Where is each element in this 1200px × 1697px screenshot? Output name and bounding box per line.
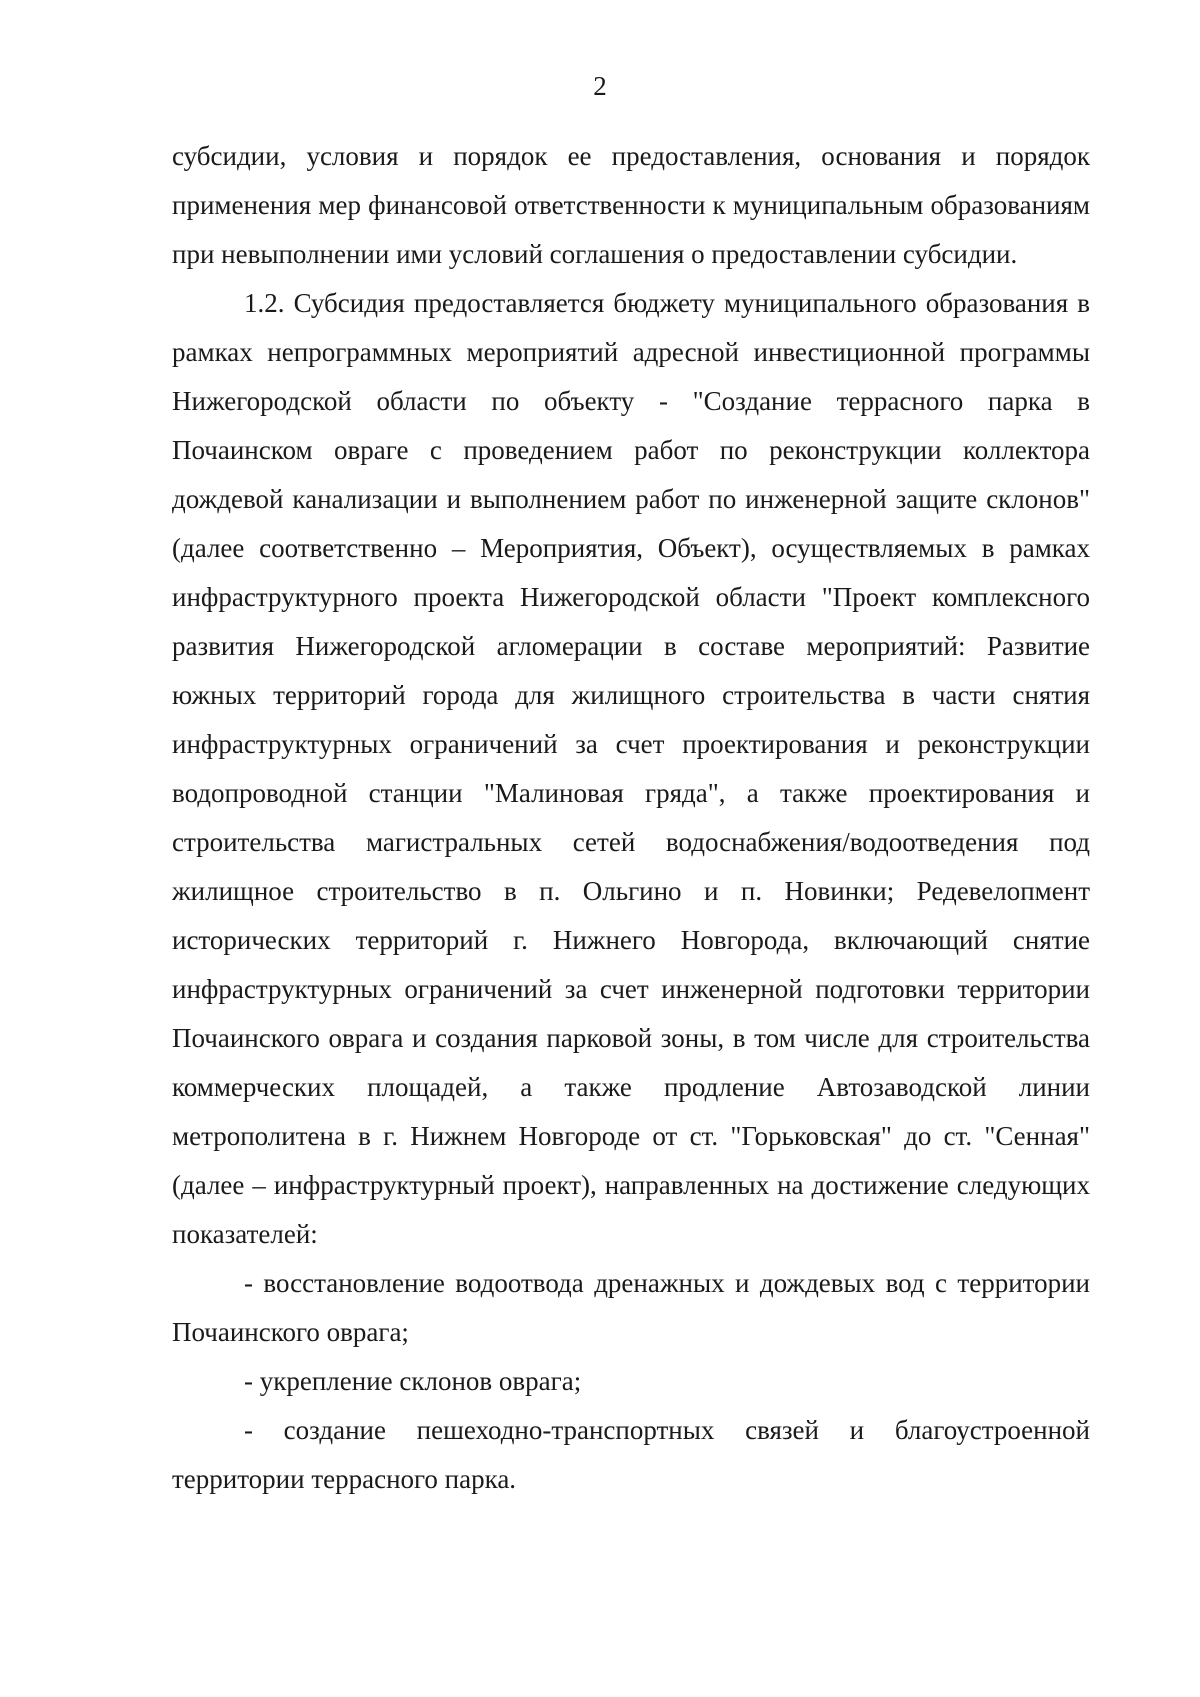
page-number: 2 <box>593 71 607 101</box>
paragraph-subsidy-conditions: субсидии, условия и порядок ее предоставления, основания и порядок применения мер финансовой ответственности к муниципальным образованиям при невыполнении ими условий соглашения о предоставлении субсидии. <box>172 141 1090 269</box>
list-item-slopes: - укрепление склонов оврага; <box>244 1366 582 1396</box>
document-body <box>172 132 1090 1504</box>
list-item-drainage: - восстановление водоотвода дренажных и дождевых вод с территории Почаинского оврага; <box>172 1268 1090 1347</box>
list-item-pedestrian-links: - создание пешеходно-транспортных связей и благоустроенной территории террасного парка. <box>172 1415 1090 1494</box>
paragraph-1-2: 1.2. Субсидия предоставляется бюджету муниципального образования в рамках непрограммных мероприятий адресной инвестиционной программы Нижегородской области по объекту - "Создание террасного парка в Почаинском овраге с проведением работ по реконструкции коллектора дождевой канализации и выполнением работ по инженерной защите склонов" (далее соответственно – Мероприятия, Объект), осуществляемых в рамках инфраструктурного проекта Нижегородской области "Проект комплексного развития Нижегородской агломерации в составе мероприятий: Развитие южных территорий города для жилищного строительства в части снятия инфраструктурных ограничений за счет проектирования и реконструкции водопроводной станции "Малиновая гряда", а также проектирования и строительства магистральных сетей водоснабжения/водоотведения под жилищное строительство в п. Ольгино и п. Новинки; Редевелопмент исторических территорий г. Нижнего Новгорода, включающий снятие инфраструктурных ограничений за счет инженерной подготовки территории Почаинского оврага и создания парковой зоны, в том числе для строительства коммерческих площадей, а также продление Автозаводской линии метрополитена в г. Нижнем Новгороде от ст. "Горьковская" до ст. "Сенная" (далее – инфраструктурный проект), направленных на достижение следующих показателей: <box>172 288 1090 1249</box>
